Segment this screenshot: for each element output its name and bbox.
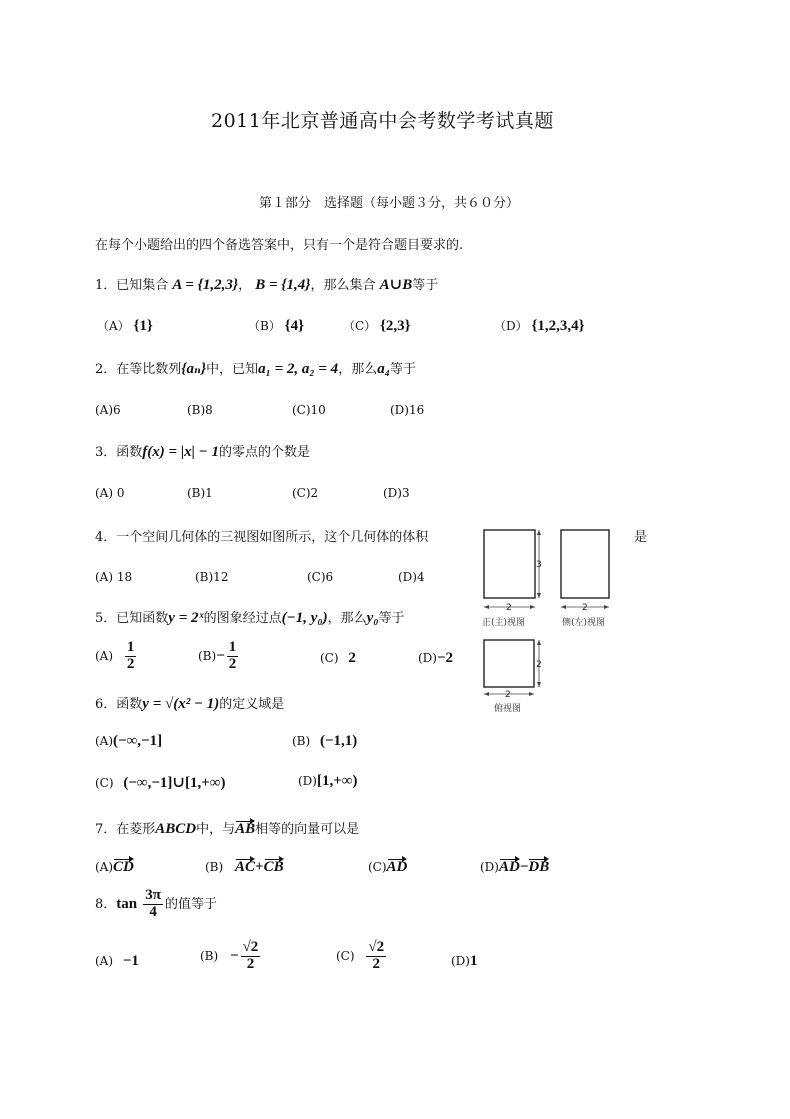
question-5: [95, 607, 405, 627]
q2-stem-3: ，那么: [338, 362, 378, 377]
q4-option-c: (C)6: [307, 570, 334, 584]
q1-set-a: A = {1,2,3}: [172, 277, 239, 293]
side-view-caption: 侧(左)视图: [562, 618, 606, 628]
q6-opt-c-value: (−∞,−1]∪[1,+∞): [123, 775, 226, 791]
q8-opt-b-label: (B): [200, 948, 219, 963]
question-4: 4．一个空间几何体的三视图如图所示，这个几何体的体积: [95, 530, 429, 545]
q7-opt-d-op: −: [519, 859, 529, 875]
q5-option-a: [95, 640, 138, 673]
question-6: [95, 693, 284, 713]
q2-stem-2: 中，已知: [206, 362, 259, 377]
q5-opt-b-fraction: [227, 640, 239, 673]
q8-opt-b-sign: −: [230, 947, 239, 964]
fraction-numerator: √2: [242, 939, 259, 955]
side-view-rect: [561, 530, 609, 598]
q1-option-c: [343, 317, 411, 335]
q4-option-d: (D)4: [398, 570, 425, 584]
q6-stem-2: 的定义域是: [219, 697, 285, 712]
front-height-label: 3: [536, 560, 542, 570]
q6-option-c: [95, 773, 225, 792]
question-7: [95, 818, 359, 838]
three-view-figure: [476, 520, 636, 735]
q4-option-a: (A) 18: [95, 570, 133, 584]
fraction-numerator: 3π: [145, 887, 161, 903]
fraction-denominator: 2: [126, 655, 135, 672]
q8-opt-d-label: (D): [451, 954, 470, 968]
q2-given: a₁ = 2, a₂ = 4: [258, 361, 339, 377]
q5-opt-a-fraction: [125, 640, 137, 673]
q2-stem: 2．在等比数列: [95, 362, 182, 377]
q8-opt-d-value: 1: [469, 953, 478, 969]
front-view-rect: [484, 530, 535, 598]
q7-option-d: [480, 859, 549, 876]
q2-option-c: (C)10: [292, 403, 326, 417]
q5-opt-c-value: 2: [348, 650, 356, 666]
fraction-numerator: √2: [368, 939, 385, 955]
q5-stem-4: 等于: [378, 611, 405, 626]
fraction-denominator: 2: [228, 655, 237, 672]
q1-opt-a-label: （A）: [97, 319, 130, 333]
q1-opt-a-value: {1}: [133, 318, 153, 334]
q6-option-a: [95, 733, 162, 750]
q7-stem: 7．在菱形: [95, 822, 156, 837]
q5-option-b: [198, 640, 240, 673]
q5-opt-d-value: −2: [436, 650, 454, 666]
q5-opt-b-sign: −: [216, 647, 225, 664]
fraction-numerator: 1: [126, 639, 135, 655]
q1-stem: 1．已知集合: [95, 278, 169, 293]
q6-stem: 6．函数: [95, 697, 143, 712]
q7-opt-b-vector-2: CB: [263, 859, 284, 875]
q1-opt-d-label: （D）: [494, 319, 528, 333]
q6-function: y = √(x² − 1): [142, 696, 220, 712]
q5-opt-d-label: (D): [418, 651, 437, 665]
q7-opt-c-vector: AD: [386, 859, 408, 875]
q1-opt-d-value: {1,2,3,4}: [531, 318, 585, 334]
q5-target: y₀: [366, 610, 379, 626]
q3-stem-2: 的零点的个数是: [219, 445, 311, 460]
q8-opt-b-fraction: [241, 940, 261, 973]
q6-opt-c-label: (C): [95, 776, 114, 790]
q7-stem-2: 中，与: [196, 822, 236, 837]
q6-option-b: [292, 733, 357, 750]
q1-option-a: [97, 317, 153, 335]
q4-option-b: (B)12: [195, 570, 229, 584]
q5-option-c: [320, 650, 356, 667]
q8-function: tan: [116, 895, 138, 912]
question-2: [95, 358, 416, 378]
q2-sequence: {aₙ}: [181, 361, 207, 377]
question-8: [95, 888, 217, 921]
q5-stem-3: ，那么: [327, 611, 367, 626]
q7-option-b: [205, 859, 284, 876]
front-width-label: 2: [506, 603, 512, 613]
q8-fraction: [143, 888, 163, 921]
q5-function: y = 2ˣ: [168, 610, 204, 626]
q8-opt-c-fraction: [366, 940, 386, 973]
q1-stem-3: 等于: [412, 278, 439, 293]
question-4-tail: 是: [634, 530, 648, 545]
q8-opt-a-value: −1: [122, 953, 139, 969]
fraction-denominator: 2: [372, 955, 380, 972]
q5-opt-a-label: (A): [95, 648, 114, 663]
q1-stem-2: ，那么集合: [310, 278, 376, 293]
question-3: [95, 441, 310, 461]
q3-option-d: (D)3: [383, 486, 410, 500]
q7-opt-a-label: (A): [95, 860, 114, 874]
q6-opt-a-value: (−∞,−1]: [113, 733, 163, 749]
q3-stem: 3．函数: [95, 445, 143, 460]
top-width-label: 2: [505, 690, 511, 700]
q7-opt-d-label: (D): [480, 860, 499, 874]
q7-stem-3: 相等的向量可以是: [255, 822, 360, 837]
q8-opt-a-label: (A): [95, 954, 114, 968]
q6-opt-d-label: (D): [298, 774, 317, 788]
q5-stem-2: 的图象经过点: [203, 611, 282, 626]
q1-opt-c-value: {2,3}: [380, 318, 411, 334]
q6-opt-b-label: (B): [292, 734, 311, 748]
q2-stem-4: 等于: [389, 362, 416, 377]
q1-option-d: [494, 317, 585, 335]
q3-option-c: (C)2: [292, 486, 319, 500]
q6-opt-b-value: (−1,1): [320, 733, 358, 749]
q5-stem: 5．已知函数: [95, 611, 169, 626]
section-heading: 第１部分 选择题（每小题３分，共６０分）: [259, 196, 520, 211]
q6-opt-a-label: (A): [95, 734, 114, 748]
q1-opt-c-label: （C）: [343, 319, 377, 333]
q1-opt-b-label: （B）: [248, 319, 281, 333]
q7-option-c: [368, 859, 407, 876]
top-height-label: 2: [536, 660, 542, 670]
q5-opt-b-label: (B): [198, 648, 217, 663]
q2-target: a₄: [377, 361, 390, 377]
q7-opt-b-label: (B): [205, 860, 224, 874]
fraction-denominator: 2: [246, 955, 255, 972]
instruction-text: 在每个小题给出的四个备选答案中，只有一个是符合题目要求的.: [95, 238, 464, 253]
q7-vector: AB: [235, 821, 256, 837]
question-1: [95, 274, 438, 294]
q6-option-d: [298, 773, 357, 790]
q1-opt-b-value: {4}: [284, 318, 304, 334]
fraction-numerator: 1: [228, 639, 237, 655]
fraction-denominator: 4: [149, 903, 157, 920]
q8-option-b: [200, 940, 262, 973]
q7-shape: ABCD: [155, 821, 197, 837]
q5-opt-c-label: (C): [320, 651, 339, 665]
page-title: 2011年北京普通高中会考数学考试真题: [211, 110, 554, 132]
q5-point: (−1, y₀): [281, 610, 328, 626]
q8-opt-c-label: (C): [336, 948, 355, 963]
q2-option-a: (A)6: [95, 403, 121, 417]
q1-sep: ，: [238, 278, 252, 293]
q3-function: f(x) = |x| − 1: [142, 444, 220, 460]
q7-opt-b-op: +: [255, 859, 264, 875]
front-view-caption: 正(主)视图: [482, 618, 526, 628]
q2-option-b: (B)8: [187, 403, 213, 417]
top-view-rect: [484, 640, 534, 687]
top-view-caption: 俯视图: [494, 704, 522, 714]
q1-union: A∪B: [379, 277, 413, 293]
side-width-label: 2: [582, 603, 588, 613]
q8-option-c: [336, 940, 388, 973]
q7-option-a: [95, 859, 134, 876]
q7-opt-d-vector-1: AD: [498, 859, 520, 875]
q1-option-b: [248, 317, 304, 335]
q7-opt-d-vector-2: DB: [528, 859, 550, 875]
q8-stem-2: 的值等于: [164, 896, 217, 912]
q1-set-b: B = {1,4}: [255, 277, 311, 293]
q8-option-d: [451, 953, 477, 970]
q3-option-b: (B)1: [187, 486, 213, 500]
q8-stem: 8．: [95, 896, 117, 912]
q2-option-d: (D)16: [390, 403, 425, 417]
q7-opt-a-vector: CD: [113, 859, 134, 875]
q7-opt-c-label: (C): [368, 860, 387, 874]
q3-option-a: (A) 0: [95, 486, 125, 500]
q8-option-a: [95, 953, 139, 970]
q6-opt-d-value: [1,+∞): [316, 773, 358, 789]
q5-option-d: [418, 650, 453, 667]
q7-opt-b-vector-1: AC: [235, 859, 256, 875]
